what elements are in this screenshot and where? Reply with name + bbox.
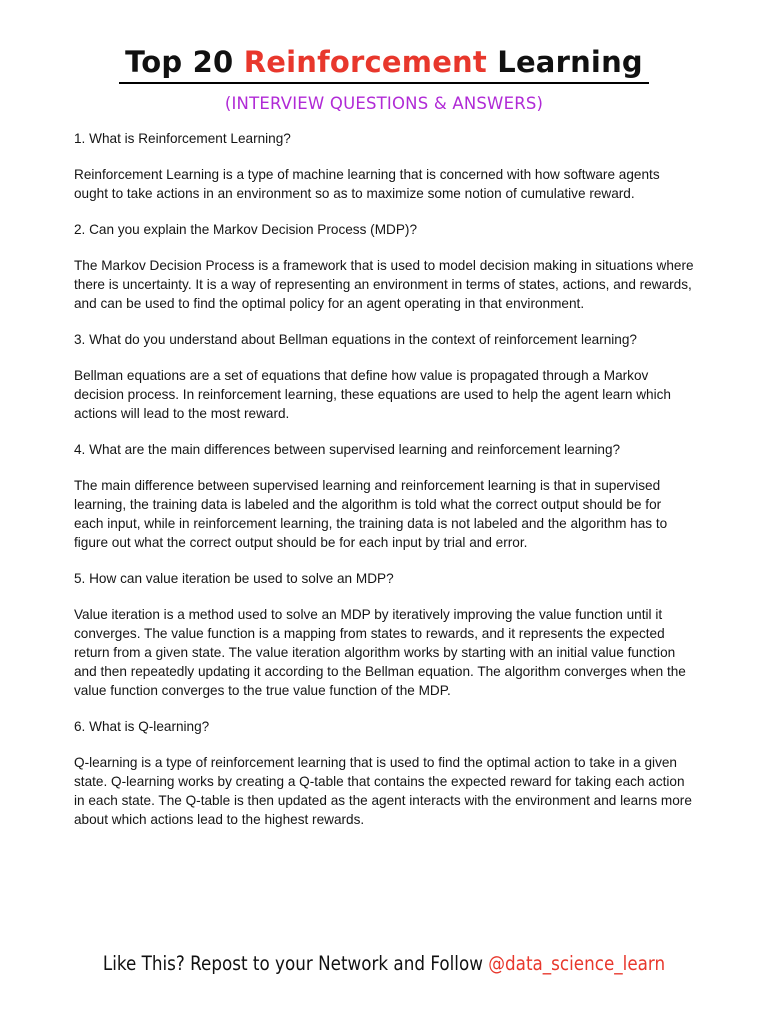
- title-prefix: Top 20: [125, 45, 244, 79]
- question-4: 4. What are the main differences between supervised learning and reinforcement learning?: [74, 442, 621, 457]
- page-subtitle: (INTERVIEW QUESTIONS & ANSWERS): [224, 94, 544, 113]
- question-3: 3. What do you understand about Bellman equations in the context of reinforcement learning?: [74, 332, 637, 347]
- question-2: 2. Can you explain the Markov Decision Process (MDP)?: [74, 222, 418, 237]
- answer-5: Value iteration is a method used to solve an MDP by iteratively improving the value function until it converges. The value function is a mapping from states to rewards, and it represents the expected return from a given state. The value iteration algorithm works by starting with an initial value function and then repeatedly updating it according to the Bellman equation. The algorithm converges when the value function converges to the true value function of the MDP.: [74, 607, 686, 698]
- title-suffix: Learning: [486, 45, 643, 79]
- answer-1: Reinforcement Learning is a type of machine learning that is concerned with how software agents ought to take actions in an environment so as to maximize some notion of cumulative reward.: [74, 167, 660, 201]
- footer-cta: [54, 948, 714, 980]
- title-underlined: [119, 42, 649, 84]
- answer-4: The main difference between supervised learning and reinforcement learning is that in supervised learning, the training data is labeled and the algorithm is told what the correct output should be for each input, while in reinforcement learning, the training data is not labeled and the algorithm has to figure out what the correct output should be for each input by trial and error.: [74, 478, 668, 550]
- answer-2: The Markov Decision Process is a framework that is used to model decision making in situations where there is uncertainty. It is a way of representing an environment in terms of states, actions, and rewards, and can be used to find the optimal policy for an agent operating in that environment.: [74, 258, 694, 311]
- title-accent-word: Reinforcement: [243, 45, 487, 79]
- answer-6: Q-learning is a type of reinforcement learning that is used to find the optimal action to take in a given state. Q-learning works by creating a Q-table that contains the expected reward for taking each action in each state. The Q-table is then updated as the agent interacts with the environment and learns more about which actions lead to the highest rewards.: [74, 755, 692, 827]
- question-1: 1. What is Reinforcement Learning?: [74, 131, 291, 146]
- footer-handle-link[interactable]: @data_science_learn: [488, 952, 666, 975]
- footer-text: Like This? Repost to your Network and Follow: [102, 952, 489, 975]
- qa-list: [74, 129, 694, 846]
- page-title: [0, 40, 768, 84]
- question-6: 6. What is Q-learning?: [74, 719, 210, 734]
- question-5: 5. How can value iteration be used to solve an MDP?: [74, 571, 394, 586]
- answer-3: Bellman equations are a set of equations that define how value is propagated through a Markov decision process. In reinforcement learning, these equations are used to help the agent learn which actions will lead to the most reward.: [74, 368, 671, 421]
